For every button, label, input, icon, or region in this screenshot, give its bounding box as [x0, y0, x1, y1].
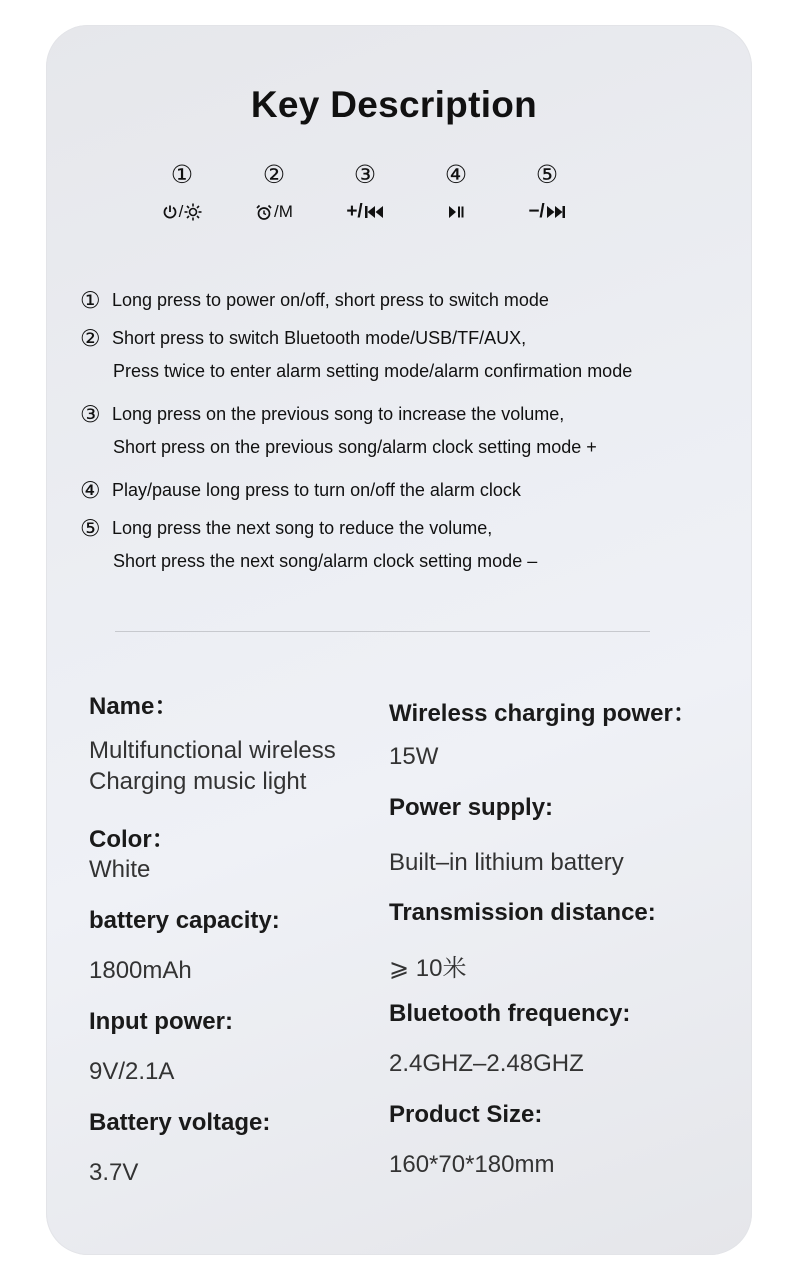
desc-5-line-2: Short press the next song/alarm clock setting mode –	[113, 551, 538, 571]
desc-1-line-1: Long press to power on/off, short press to switch mode	[112, 290, 549, 310]
key-5-number: ⑤	[535, 160, 559, 189]
key-4-number: ④	[444, 160, 468, 189]
spec-input-power-value: 9V/2.1A	[89, 1058, 175, 1085]
spec-input-power-label: Input power:	[89, 1008, 233, 1035]
desc-2-number: ②	[80, 326, 101, 352]
brightness-icon	[184, 203, 202, 221]
key-1-number: ①	[170, 160, 194, 189]
desc-4-number: ④	[80, 478, 101, 504]
key-5	[507, 155, 587, 223]
section-divider	[115, 631, 650, 632]
previous-track-icon	[364, 205, 384, 219]
spec-wireless-charging-value: 15W	[389, 743, 439, 770]
key-3-number: ③	[353, 160, 377, 189]
spec-color-label: Color：	[89, 826, 176, 853]
power-icon	[162, 204, 178, 220]
key-2-separator: /M	[274, 202, 293, 221]
desc-3-line-2: Short press on the previous song/alarm clock setting mode +	[113, 437, 597, 457]
desc-3-line-1: Long press on the previous song to increase the volume,	[112, 404, 565, 424]
spec-battery-voltage-label: Battery voltage:	[89, 1109, 271, 1136]
key-2	[234, 155, 314, 223]
spec-battery-voltage-value: 3.7V	[89, 1159, 139, 1186]
page-title: Key Description	[250, 84, 538, 125]
desc-3	[80, 402, 564, 427]
desc-2-line-2: Press twice to enter alarm setting mode/alarm confirmation mode	[113, 361, 633, 381]
desc-2	[80, 326, 526, 351]
desc-2-line-1: Short press to switch Bluetooth mode/USB/TF/AUX,	[112, 328, 527, 348]
key-2-number: ②	[262, 160, 286, 189]
key-5-separator: −/	[528, 201, 545, 222]
spec-name-value-2: Charging music light	[89, 768, 307, 795]
spec-power-supply-label: Power supply:	[389, 794, 554, 821]
alarm-clock-icon	[255, 204, 273, 221]
key-3	[325, 155, 405, 223]
desc-1	[80, 288, 549, 313]
spec-product-size-label: Product Size:	[389, 1101, 543, 1128]
spec-bluetooth-frequency-label: Bluetooth frequency:	[389, 1000, 631, 1027]
desc-4-line-1: Play/pause long press to turn on/off the alarm clock	[112, 480, 521, 500]
spec-bluetooth-frequency-value: 2.4GHZ–2.48GHZ	[389, 1050, 584, 1077]
key-3-separator: +/	[346, 201, 363, 222]
spec-name-value-1: Multifunctional wireless	[89, 737, 336, 764]
spec-transmission-distance-value: ⩾ 10米	[389, 955, 467, 982]
desc-5-number: ⑤	[80, 516, 101, 542]
spec-product-size-value: 160*70*180mm	[389, 1151, 555, 1178]
next-track-icon	[546, 205, 566, 219]
spec-power-supply-value: Built–in lithium battery	[389, 849, 624, 876]
spec-color-value: White	[89, 856, 151, 883]
desc-1-number: ①	[80, 288, 101, 314]
spec-battery-capacity-value: 1800mAh	[89, 957, 192, 984]
key-4	[416, 155, 496, 223]
spec-name-label: Name：	[89, 693, 179, 720]
key-1-separator: /	[178, 202, 184, 221]
key-1	[142, 155, 222, 223]
spec-wireless-charging-label: Wireless charging power：	[389, 700, 697, 727]
desc-3-number: ③	[80, 402, 101, 428]
desc-5-line-1: Long press the next song to reduce the volume,	[112, 518, 493, 538]
spec-transmission-distance-label: Transmission distance:	[389, 899, 656, 926]
desc-5	[80, 516, 492, 541]
play-pause-icon	[448, 205, 464, 219]
spec-battery-capacity-label: battery capacity:	[89, 907, 280, 934]
desc-4	[80, 478, 521, 503]
